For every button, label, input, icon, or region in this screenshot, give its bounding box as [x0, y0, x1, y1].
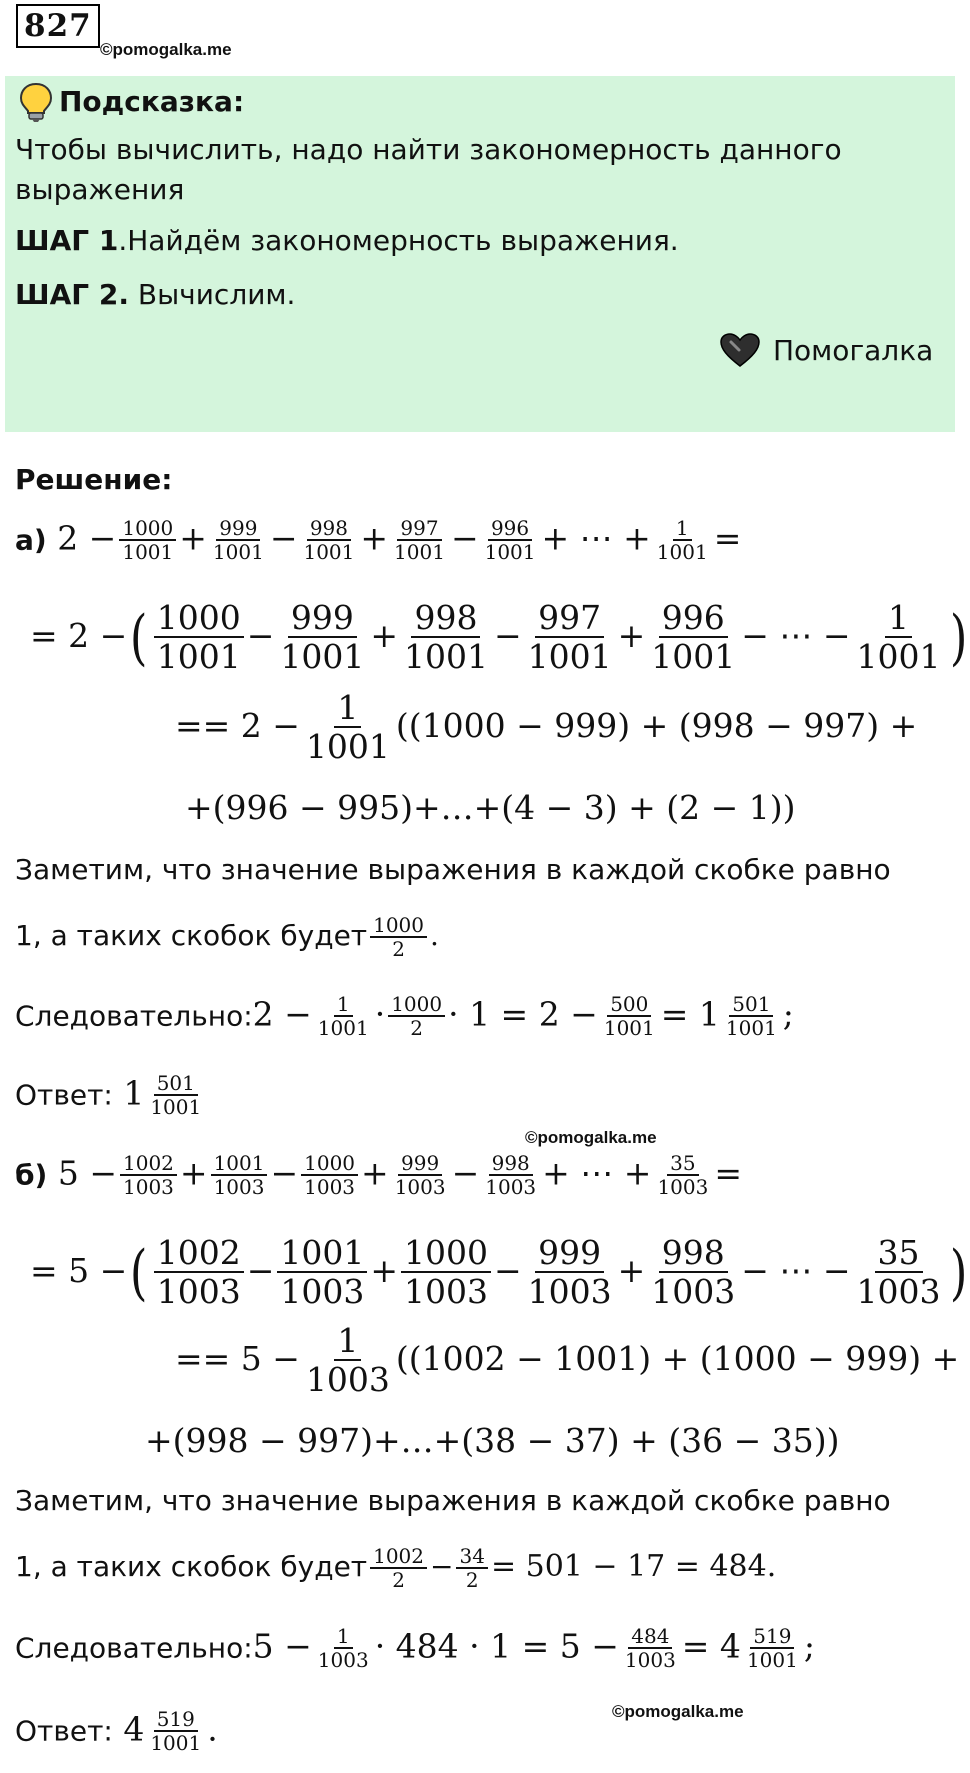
part-b-line-3: == 5 − $\frac{1}{1003}$ ((1002 − 1001) + (1000 − 999) +	[175, 1321, 960, 1400]
part-a-label: а)	[15, 523, 47, 557]
step-1-text: .Найдём закономерность выражения.	[118, 224, 679, 257]
part-b-answer: Ответ: 4 $\frac{519}{1001}$ .	[15, 1707, 218, 1755]
part-a-line-3: == 2 − $\frac{1}{1001}$ ((1000 − 999) + (998 − 997) +	[175, 688, 918, 767]
step-1-label: ШАГ 1	[15, 224, 119, 257]
part-a-note-2: 1, а таких скобок будет $\frac{1000}{2}$ .	[15, 913, 439, 961]
hint-title: Подсказка:	[59, 85, 245, 118]
part-a-line-4: +(996 − 995)+…+(4 − 3) + (2 − 1))	[185, 788, 796, 827]
part-b-line-1: б) 5 − $\frac{1002}{1003}$ + $\frac{1001}{1003}$ − $\frac{1000}{1003}$ + $\frac{999}{1003}$ − $\frac{998}{1003}$ + ⋯ + $\frac{35}{1003}$ =	[15, 1151, 742, 1199]
hint-step-2	[15, 278, 295, 312]
part-b-note-1: Заметим, что значение выражения в каждой скобке равно	[15, 1484, 891, 1517]
part-a-line-2: = 2 −( $\frac{1000}{1001}$ − $\frac{999}{1001}$ + $\frac{998}{1001}$ − $\frac{997}{1001}$ + $\frac{996}{1001}$ − ⋯ − $\frac{1}{1001}$ )	[30, 598, 968, 677]
step-2-text: Вычислим.	[128, 278, 296, 311]
part-b-label: б)	[15, 1158, 48, 1192]
watermark: ©pomogalka.me	[612, 1702, 744, 1721]
brand-label: Помогалка	[773, 334, 934, 367]
part-a-note-1: Заметим, что значение выражения в каждой скобке равно	[15, 853, 891, 886]
heart-icon	[719, 332, 761, 368]
solution-heading: Решение:	[15, 463, 173, 496]
watermark: ©pomogalka.me	[100, 40, 232, 59]
hint-box	[5, 76, 955, 432]
watermark: ©pomogalka.me	[525, 1128, 657, 1147]
hint-step-1	[15, 224, 679, 258]
part-b-line-2: = 5 −( $\frac{1002}{1003}$ − $\frac{1001}{1003}$ + $\frac{1000}{1003}$ − $\frac{999}{1003}$ + $\frac{998}{1003}$ − ⋯ − $\frac{35}{1003}$ )	[30, 1233, 968, 1312]
part-a-line-1: а) 2 − $\frac{1000}{1001}$ + $\frac{999}{1001}$ − $\frac{998}{1001}$ + $\frac{997}{1001}$ − $\frac{996}{1001}$ + ⋯ + $\frac{1}{1001}$ =	[15, 516, 742, 564]
lightbulb-icon	[19, 82, 53, 122]
task-number: 827	[16, 4, 100, 48]
hint-text: Чтобы вычислить, надо найти закономерность данного выражения	[15, 133, 842, 206]
part-b-conclusion: Следовательно:5 − $\frac{1}{1003}$ · 484 · 1 = 5 − $\frac{484}{1003}$ = 4 $\frac{519}{1001}$ ;	[15, 1624, 815, 1672]
step-2-label: ШАГ 2.	[15, 278, 129, 311]
part-a-conclusion: Следовательно:2 − $\frac{1}{1001}$ · $\frac{1000}{2}$ · 1 = 2 − $\frac{500}{1001}$ = 1 $\frac{501}{1001}$ ;	[15, 992, 794, 1040]
part-a-answer: Ответ: 1 $\frac{501}{1001}$	[15, 1071, 202, 1119]
part-b-line-4: +(998 − 997)+…+(38 − 37) + (36 − 35))	[145, 1421, 840, 1460]
part-b-note-2: 1, а таких скобок будет $\frac{1002}{2}$ − $\frac{34}{2}$ = 501 − 17 = 484.	[15, 1544, 777, 1592]
